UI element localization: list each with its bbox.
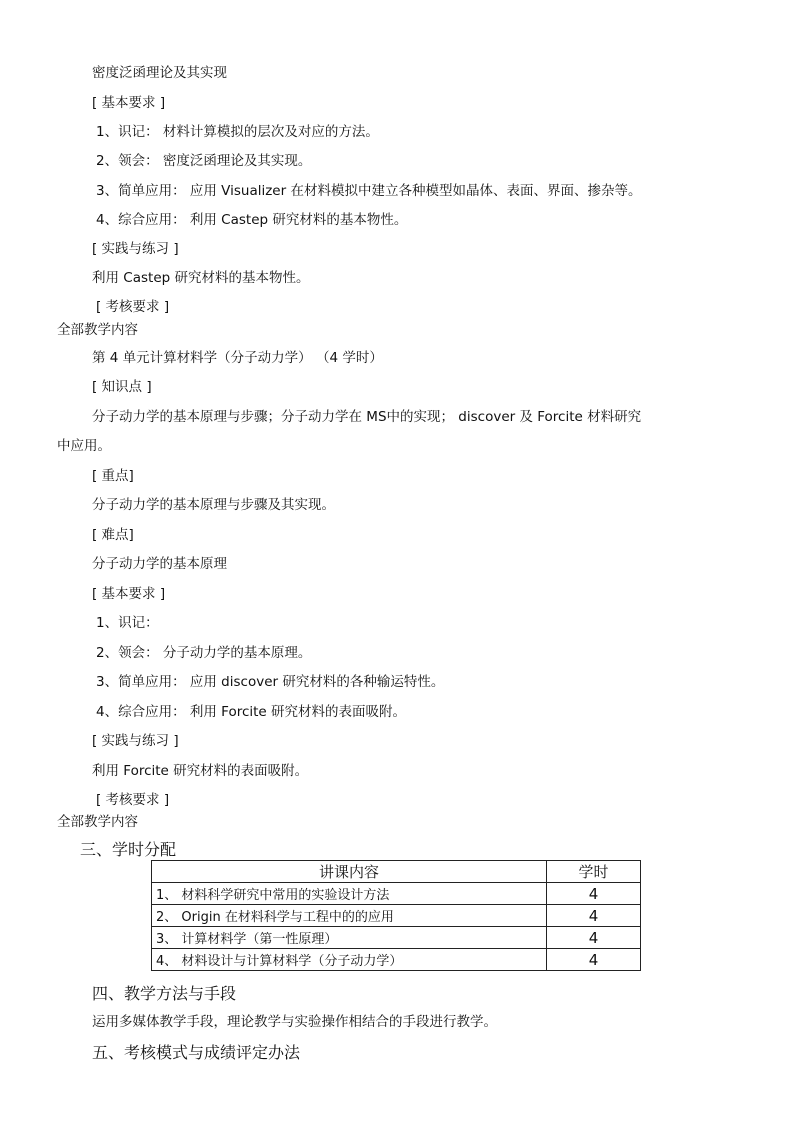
text-line: 分子动力学的基本原理 bbox=[92, 556, 227, 572]
table-row bbox=[152, 905, 641, 927]
table-cell: 1、 材料科学研究中常用的实验设计方法 bbox=[152, 883, 547, 905]
section-heading: 三、学时分配 bbox=[80, 840, 177, 859]
text-line: [ 基本要求 ] bbox=[92, 586, 166, 602]
text-line: 分子动力学的基本原理与步骤及其实现。 bbox=[92, 497, 335, 513]
table-row bbox=[152, 883, 641, 905]
section-heading: 五、考核模式与成绩评定办法 bbox=[92, 1043, 301, 1062]
text-line: 中应用。 bbox=[57, 438, 111, 454]
text-line: 全部教学内容 bbox=[57, 814, 138, 830]
table-cell: 4 bbox=[547, 927, 641, 949]
table-row bbox=[152, 927, 641, 949]
text-line: 3、简单应用： 应用 Visualizer 在材料模拟中建立各种模型如晶体、表面、界面、掺杂等。 bbox=[96, 183, 642, 199]
text-line: 利用 Castep 研究材料的基本物性。 bbox=[92, 270, 310, 286]
table-cell: 4、 材料设计与计算材料学（分子动力学） bbox=[152, 949, 547, 971]
hours-table bbox=[151, 860, 641, 971]
table-header: 学时 bbox=[547, 861, 641, 883]
text-line: 运用多媒体教学手段，理论教学与实验操作相结合的手段进行教学。 bbox=[92, 1014, 497, 1030]
text-line: [ 重点] bbox=[92, 468, 134, 484]
text-line: 2、领会： 密度泛函理论及其实现。 bbox=[96, 153, 312, 169]
table-cell: 2、 Origin 在材料科学与工程中的的应用 bbox=[152, 905, 547, 927]
table-header: 讲课内容 bbox=[152, 861, 547, 883]
text-line: 1、识记： 材料计算模拟的层次及对应的方法。 bbox=[96, 124, 379, 140]
text-line: 3、简单应用： 应用 discover 研究材料的各种输运特性。 bbox=[96, 674, 445, 690]
table-cell: 3、 计算材料学（第一性原理） bbox=[152, 927, 547, 949]
text-line: 全部教学内容 bbox=[57, 322, 138, 338]
text-line: [ 基本要求 ] bbox=[92, 95, 166, 111]
text-line: [ 实践与练习 ] bbox=[92, 733, 179, 749]
text-line: 利用 Forcite 研究材料的表面吸附。 bbox=[92, 763, 309, 779]
text-line: 4、综合应用： 利用 Forcite 研究材料的表面吸附。 bbox=[96, 704, 407, 720]
text-line: 4、综合应用： 利用 Castep 研究材料的基本物性。 bbox=[96, 212, 408, 228]
text-line: [ 知识点 ] bbox=[92, 379, 152, 395]
table-header-row bbox=[152, 861, 641, 883]
table-cell: 4 bbox=[547, 905, 641, 927]
section-heading: 四、教学方法与手段 bbox=[92, 984, 237, 1003]
text-line: [ 实践与练习 ] bbox=[92, 241, 179, 257]
table-cell: 4 bbox=[547, 883, 641, 905]
text-line: [ 考核要求 ] bbox=[96, 792, 170, 808]
text-line: 密度泛函理论及其实现 bbox=[92, 65, 227, 81]
text-line: 1、识记： bbox=[96, 615, 159, 631]
text-line: [ 考核要求 ] bbox=[96, 299, 170, 315]
text-line: 2、领会： 分子动力学的基本原理。 bbox=[96, 645, 312, 661]
table-row bbox=[152, 949, 641, 971]
text-line: [ 难点] bbox=[92, 527, 134, 543]
table-cell: 4 bbox=[547, 949, 641, 971]
text-line: 第 4 单元计算材料学（分子动力学） （4 学时） bbox=[92, 350, 383, 366]
text-line: 分子动力学的基本原理与步骤；分子动力学在 MS中的实现； discover 及 Forcite 材料研究 bbox=[92, 409, 642, 425]
